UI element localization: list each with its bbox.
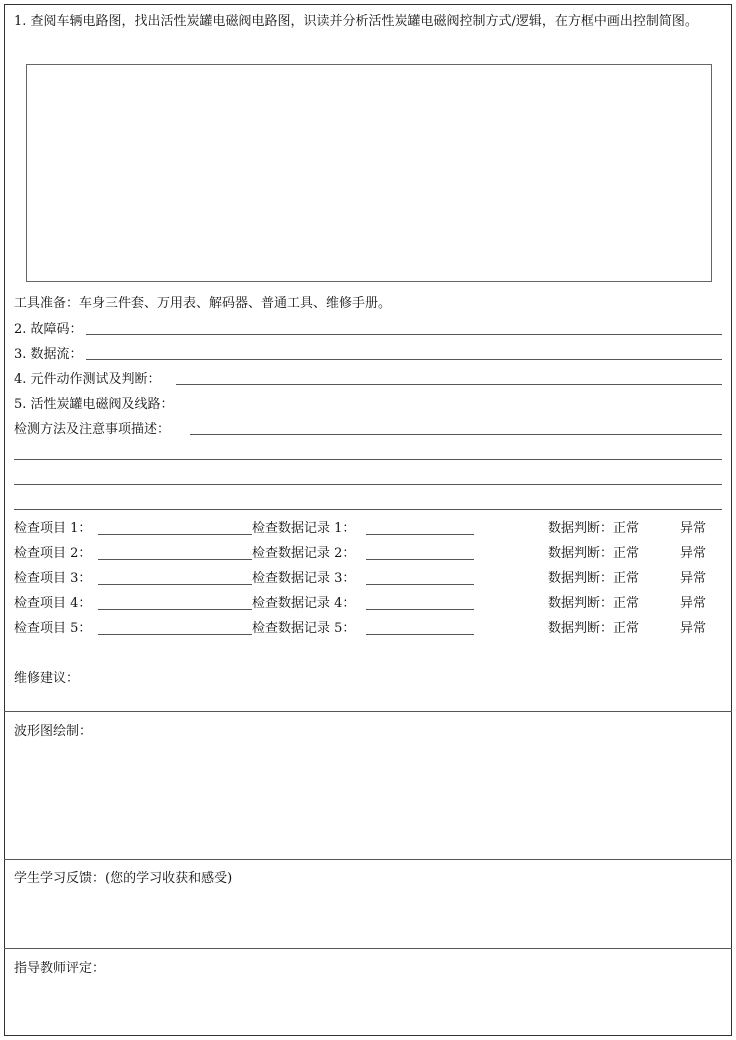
check-item-line[interactable]	[98, 570, 252, 585]
method-line-3[interactable]	[14, 484, 722, 485]
check-item-label: 检查项目 5：	[14, 621, 92, 636]
control-diagram-box[interactable]	[26, 64, 712, 282]
check-judge-normal[interactable]: 数据判断：正常	[548, 521, 640, 536]
check-record-line[interactable]	[366, 520, 474, 535]
tools-prep-text: 工具准备：车身三件套、万用表、解码器、普通工具、维修手册。	[14, 296, 392, 311]
check-record-label: 检查数据记录 1：	[252, 521, 356, 536]
repair-advice-label: 维修建议：	[14, 671, 80, 686]
check-record-label: 检查数据记录 5：	[252, 621, 356, 636]
check-item-label: 检查项目 1：	[14, 521, 92, 536]
check-row-3	[14, 567, 724, 587]
fault-code-label: 2. 故障码：	[14, 322, 83, 337]
waveform-label: 波形图绘制：	[14, 724, 93, 739]
check-judge-abnormal[interactable]: 异常	[680, 521, 707, 536]
check-item-label: 检查项目 2：	[14, 546, 92, 561]
check-record-label: 检查数据记录 3：	[252, 571, 356, 586]
check-judge-normal[interactable]: 数据判断：正常	[548, 571, 640, 586]
teacher-evaluation-label: 指导教师评定：	[14, 961, 106, 976]
check-record-line[interactable]	[366, 595, 474, 610]
check-record-label: 检查数据记录 2：	[252, 546, 356, 561]
section-divider-2	[4, 859, 732, 860]
check-judge-normal[interactable]: 数据判断：正常	[548, 621, 640, 636]
task1-instructions: 1. 查阅车辆电路图，找出活性炭罐电磁阀电路图，识读并分析活性炭罐电磁阀控制方式/逻辑，在方框中画出控制简图。	[14, 14, 698, 29]
method-line-1[interactable]	[190, 434, 722, 435]
component-test-line[interactable]	[176, 384, 722, 385]
data-stream-line[interactable]	[86, 359, 722, 360]
check-judge-abnormal[interactable]: 异常	[680, 546, 707, 561]
solenoid-label: 5. 活性炭罐电磁阀及线路：	[14, 397, 174, 412]
check-item-line[interactable]	[98, 620, 252, 635]
data-stream-label: 3. 数据流：	[14, 347, 83, 362]
check-judge-abnormal[interactable]: 异常	[680, 571, 707, 586]
check-record-line[interactable]	[366, 570, 474, 585]
check-record-line[interactable]	[366, 620, 474, 635]
check-item-line[interactable]	[98, 595, 252, 610]
check-judge-normal[interactable]: 数据判断：正常	[548, 596, 640, 611]
method-line-2[interactable]	[14, 459, 722, 460]
check-row-5	[14, 617, 724, 637]
check-row-1	[14, 517, 724, 537]
fault-code-line[interactable]	[86, 334, 722, 335]
section-divider-1	[4, 711, 732, 712]
check-judge-normal[interactable]: 数据判断：正常	[548, 546, 640, 561]
check-item-line[interactable]	[98, 545, 252, 560]
check-judge-abnormal[interactable]: 异常	[680, 596, 707, 611]
check-item-label: 检查项目 4：	[14, 596, 92, 611]
student-feedback-label: 学生学习反馈：(您的学习收获和感受)	[14, 871, 233, 886]
method-label: 检测方法及注意事项描述：	[14, 422, 171, 437]
component-test-label: 4. 元件动作测试及判断：	[14, 372, 161, 387]
section-divider-3	[4, 948, 732, 949]
check-row-2	[14, 542, 724, 562]
check-item-line[interactable]	[98, 520, 252, 535]
check-judge-abnormal[interactable]: 异常	[680, 621, 707, 636]
method-line-4[interactable]	[14, 509, 722, 510]
check-row-4	[14, 592, 724, 612]
check-item-label: 检查项目 3：	[14, 571, 92, 586]
check-record-line[interactable]	[366, 545, 474, 560]
check-record-label: 检查数据记录 4：	[252, 596, 356, 611]
